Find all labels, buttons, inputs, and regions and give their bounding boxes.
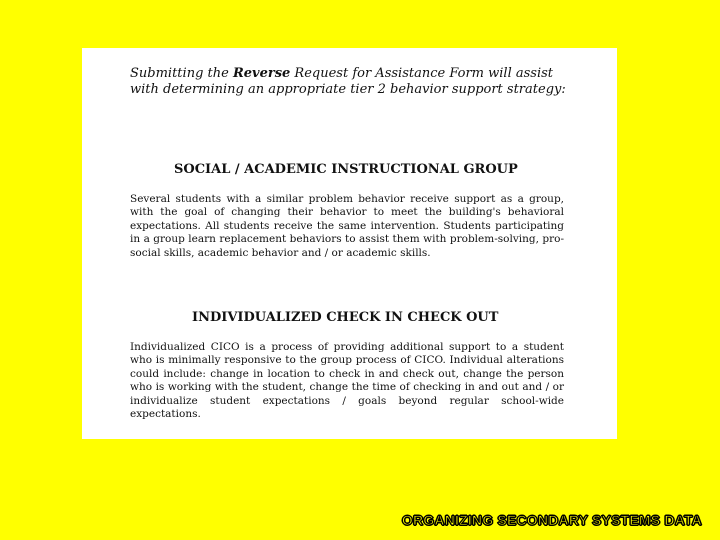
section-body-cico: Individualized CICO is a process of providing additional support to a student who is minimally responsive to the group process of CICO. Individual alterations could include: change in location to check in and check out, change the person who is working with the student, change the time of checking in and out and / or individualize student expectations / goals beyond regular school-wide expectations. bbox=[130, 341, 564, 421]
document-page bbox=[82, 48, 617, 439]
intro-emphasis: Reverse bbox=[232, 66, 291, 81]
slide-footer-title: ORGANIZING SECONDARY SYSTEMS DATA bbox=[401, 512, 702, 528]
section-body-group: Several students with a similar problem behavior receive support as a group, with the goal of changing their behavior to meet the building's behavioral expectations. All students receive the same intervention. Students participating in a group learn replacement behaviors to assist them with problem-solving, pro-social skills, academic behavior and / or academic skills. bbox=[130, 193, 564, 259]
intro-text: Submitting the Reverse Request for Assistance Form will assist with determining an appropriate tier 2 behavior support strategy: bbox=[130, 66, 566, 97]
section-heading-cico: INDIVIDUALIZED CHECK IN CHECK OUT bbox=[192, 310, 499, 325]
section-heading-group: SOCIAL / ACADEMIC INSTRUCTIONAL GROUP bbox=[174, 162, 518, 177]
